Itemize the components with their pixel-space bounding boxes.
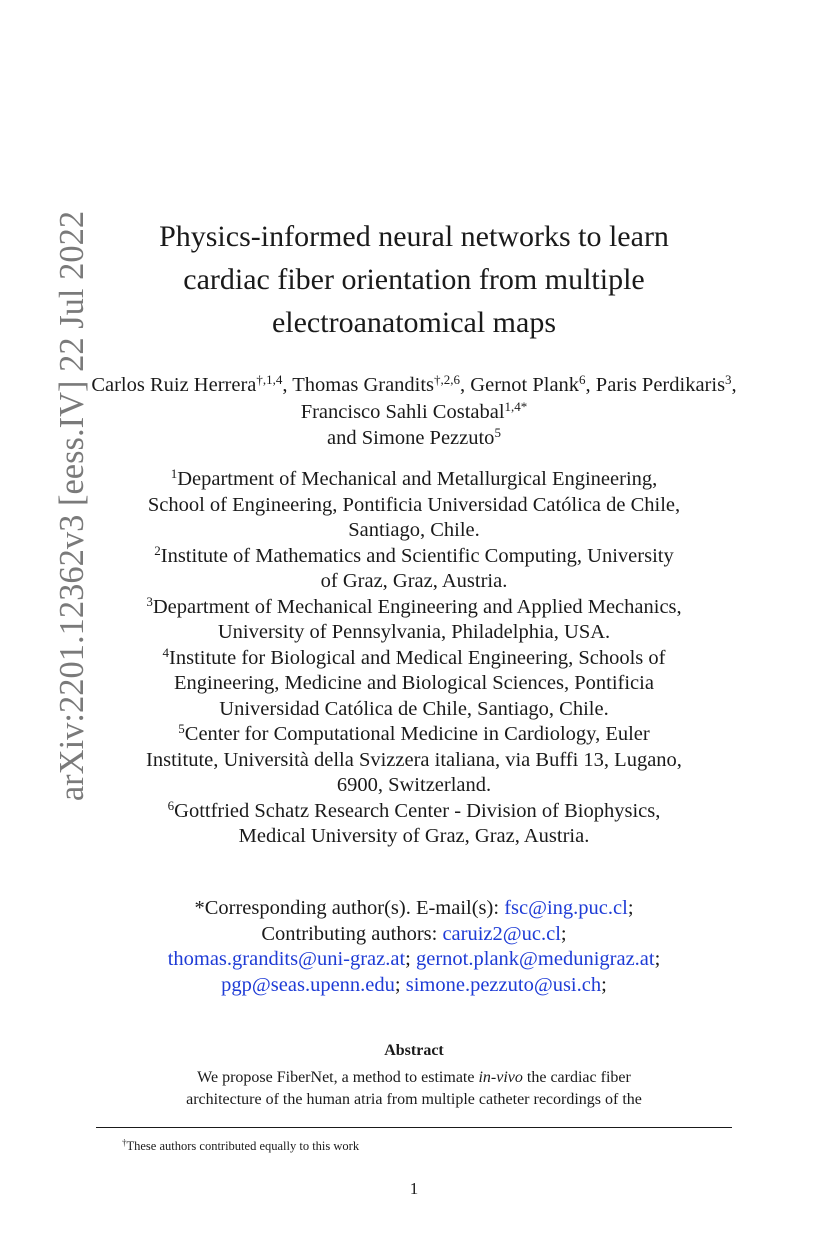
affiliation-text: Gottfried Schatz Research Center - Division of Biophysics,: [174, 799, 661, 822]
author-affiliation-marker: 5: [494, 424, 501, 440]
author-affiliation-marker: 1,4*: [504, 398, 528, 414]
affiliation-line: Institute, Università della Svizzera italiana, via Buffi 13, Lugano,: [146, 748, 682, 771]
title-line: electroanatomical maps: [271, 306, 557, 339]
author-list: [60, 372, 768, 452]
author-affiliation-marker: †,1,4: [256, 371, 283, 387]
affiliation-line: [60, 799, 768, 825]
abstract-fragment: We propose FiberNet, a method to estimate: [197, 1069, 479, 1086]
abstract-line: architecture of the human atria from multiple catheter recordings of the: [186, 1091, 642, 1108]
correspondence-block: [60, 896, 768, 998]
affiliation: [60, 646, 768, 723]
author-name: , Gernot Plank: [460, 374, 580, 396]
affiliation-line: School of Engineering, Pontificia Universidad Católica de Chile,: [147, 493, 681, 516]
affiliation-line: Santiago, Chile.: [348, 519, 480, 541]
email-line: [60, 947, 768, 973]
affiliation-number: 1: [170, 465, 178, 481]
abstract-fragment: the cardiac fiber: [522, 1069, 631, 1086]
footnote: [122, 1137, 359, 1155]
affiliation-line: Medical University of Graz, Graz, Austria.: [238, 825, 590, 847]
separator: ;: [654, 948, 661, 970]
affiliation: [60, 467, 768, 544]
title-line: Physics-informed neural networks to learn: [159, 220, 669, 253]
affiliations: [60, 467, 768, 850]
separator: ;: [405, 948, 416, 970]
email-link[interactable]: caruiz2@uc.cl: [442, 922, 561, 945]
affiliation-text: Department of Mechanical Engineering and Applied Mechanics,: [152, 595, 682, 618]
separator: ;: [601, 973, 607, 996]
affiliation: [60, 799, 768, 850]
email-line: [60, 973, 768, 999]
author-name: , Thomas Grandits: [282, 374, 435, 396]
affiliation-line: [60, 595, 768, 621]
affiliation-line: of Graz, Graz, Austria.: [320, 570, 508, 592]
paper-title: [60, 215, 768, 344]
contributing-authors-line: [60, 922, 768, 948]
author-affiliation-marker: †,2,6: [434, 371, 461, 387]
author-name: , Paris Perdikaris: [585, 374, 726, 396]
affiliation-line: University of Pennsylvania, Philadelphia, USA.: [217, 621, 611, 643]
corresponding-author-line: [60, 896, 768, 922]
affiliation-number: 2: [154, 542, 161, 558]
affiliation-line: 6900, Switzerland.: [336, 774, 492, 796]
affiliation: [60, 722, 768, 799]
author-affiliation-marker: 6: [579, 371, 586, 387]
separator: ;: [394, 973, 406, 996]
affiliation: [60, 595, 768, 646]
affiliation-text: Institute for Biological and Medical Engineering, Schools of: [169, 646, 666, 669]
separator: ;: [627, 897, 634, 919]
email-link[interactable]: simone.pezzuto@usi.ch: [405, 973, 602, 996]
affiliation-line: Engineering, Medicine and Biological Sciences, Pontificia: [174, 672, 654, 694]
title-line: cardiac fiber orientation from multiple: [183, 263, 645, 296]
abstract-heading: Abstract: [384, 1042, 444, 1059]
abstract-text: [60, 1067, 768, 1111]
author-name: Carlos Ruiz Herrera: [91, 374, 257, 396]
email-link[interactable]: gernot.plank@medunigraz.at: [416, 948, 655, 970]
affiliation-number: 6: [167, 797, 175, 813]
email-link[interactable]: pgp@seas.upenn.edu: [221, 973, 395, 996]
arxiv-identifier: arXiv:2201.12362v3 [eess.IV] 22 Jul 2022: [53, 210, 91, 802]
affiliation-line: [60, 722, 768, 748]
affiliation-line: [60, 646, 768, 672]
footnote-text: These authors contributed equally to this work: [126, 1139, 360, 1153]
affiliation-text: Institute of Mathematics and Scientific Computing, University: [160, 544, 674, 567]
affiliation-number: 4: [162, 644, 170, 660]
abstract-emphasis: in-vivo: [478, 1069, 523, 1086]
corresponding-label: *Corresponding author(s). E-mail(s):: [194, 897, 505, 919]
affiliation-line: [60, 467, 768, 493]
affiliation-line: [60, 544, 768, 570]
affiliation: [60, 544, 768, 595]
affiliation-number: 3: [146, 593, 153, 609]
author-affiliation-marker: 3: [725, 371, 732, 387]
footnote-rule: [96, 1127, 732, 1128]
footnote-mark: †: [122, 1137, 127, 1148]
page-number: 1: [409, 1179, 419, 1198]
abstract-line: [60, 1067, 768, 1089]
affiliation-line: Universidad Católica de Chile, Santiago, Chile.: [219, 697, 609, 720]
email-link[interactable]: fsc@ing.puc.cl: [504, 897, 628, 919]
author-name: and Simone Pezzuto: [327, 427, 495, 449]
affiliation-text: Center for Computational Medicine in Cardiology, Euler: [184, 723, 650, 745]
email-link[interactable]: thomas.grandits@uni-graz.at: [167, 948, 406, 970]
separator: ;: [560, 922, 567, 945]
affiliation-number: 5: [178, 720, 185, 736]
affiliation-text: Department of Mechanical and Metallurgical Engineering,: [177, 468, 658, 490]
contributing-label: Contributing authors:: [261, 922, 443, 945]
author-name: , Francisco Sahli Costabal: [300, 374, 737, 423]
